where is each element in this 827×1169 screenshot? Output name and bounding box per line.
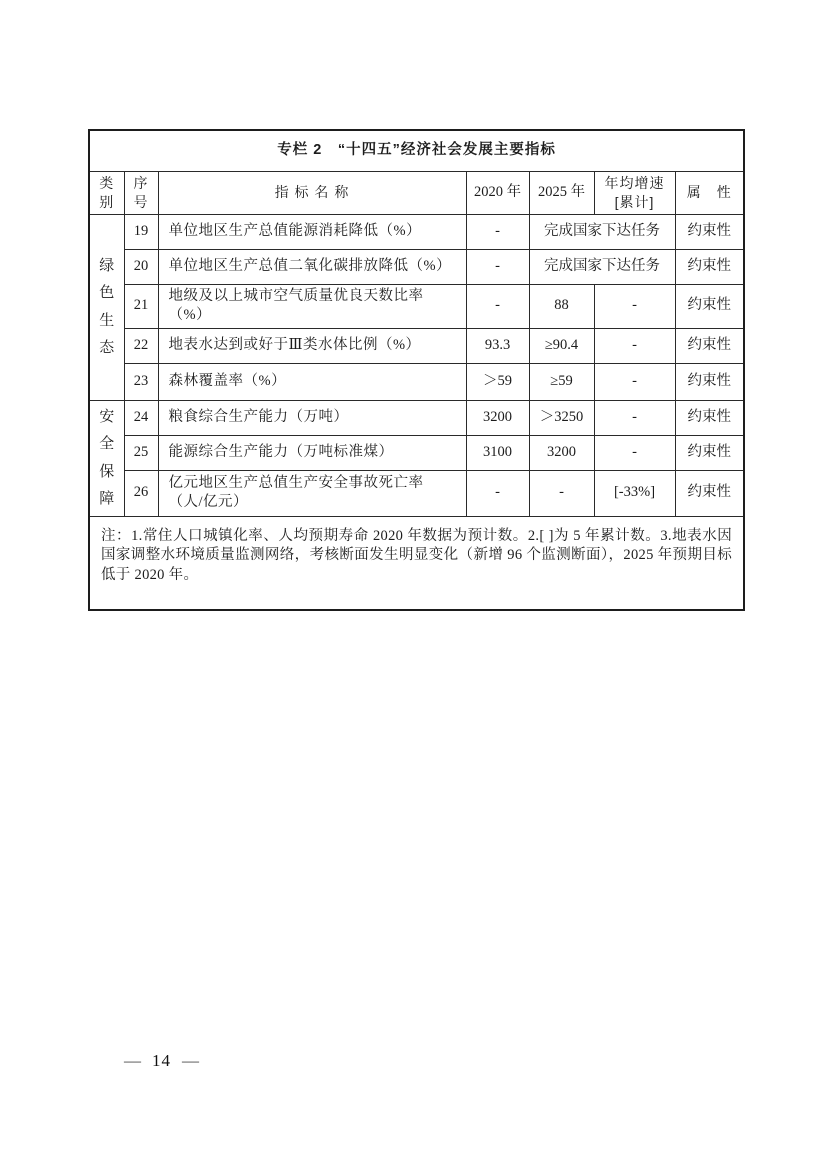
table-title: 专栏 2 “十四五”经济社会发展主要指标	[89, 130, 744, 171]
category-green-ecology-label: 绿 色 生 态	[99, 258, 115, 356]
table-row-25	[89, 435, 744, 470]
row-growth-value: -	[594, 284, 675, 328]
row-indicator: 森林覆盖率（%）	[158, 363, 466, 400]
category-green-ecology	[89, 214, 124, 400]
row-serial: 26	[124, 470, 158, 516]
table-row-26	[89, 470, 744, 516]
header-serial: 序号	[124, 171, 158, 214]
table-note-row	[89, 516, 744, 610]
table-row-21	[89, 284, 744, 328]
row-2020-value: -	[466, 214, 529, 249]
table-row-23	[89, 363, 744, 400]
row-2025-value: ＞3250	[529, 400, 594, 435]
header-growth	[594, 171, 675, 214]
row-serial: 24	[124, 400, 158, 435]
row-growth-value: -	[594, 328, 675, 363]
row-2020-value: 3200	[466, 400, 529, 435]
row-indicator: 粮食综合生产能力（万吨）	[158, 400, 466, 435]
table-title-row	[89, 130, 744, 171]
row-attribute: 约束性	[675, 249, 744, 284]
row-merged-value: 完成国家下达任务	[529, 214, 675, 249]
header-2020: 2020 年	[466, 171, 529, 214]
header-indicator: 指 标 名 称	[158, 171, 466, 214]
row-attribute: 约束性	[675, 328, 744, 363]
header-2025: 2025 年	[529, 171, 594, 214]
table-row-20	[89, 249, 744, 284]
row-indicator: 单位地区生产总值能源消耗降低（%）	[158, 214, 466, 249]
row-2020-value: 93.3	[466, 328, 529, 363]
row-growth-value: -	[594, 400, 675, 435]
row-indicator: 地级及以上城市空气质量优良天数比率（%）	[158, 284, 466, 328]
row-attribute: 约束性	[675, 363, 744, 400]
page-footer	[124, 1051, 199, 1071]
row-2020-value: -	[466, 249, 529, 284]
row-growth-value: -	[594, 435, 675, 470]
table-row-22	[89, 328, 744, 363]
row-2020-value: 3100	[466, 435, 529, 470]
table-row-24	[89, 400, 744, 435]
row-indicator: 地表水达到或好于Ⅲ类水体比例（%）	[158, 328, 466, 363]
table-note: 注：1.常住人口城镇化率、人均预期寿命 2020 年数据为预计数。2.[ ]为 5 年累计数。3.地表水因国家调整水环境质量监测网络，考核断面发生明显变化（新增 96 个监测断面），2025 年预期目标低于 2020 年。	[89, 516, 744, 610]
row-2025-value: -	[529, 470, 594, 516]
indicators-table	[88, 129, 745, 611]
row-attribute: 约束性	[675, 214, 744, 249]
table-header-row	[89, 171, 744, 214]
row-indicator: 单位地区生产总值二氧化碳排放降低（%）	[158, 249, 466, 284]
category-safety-guarantee-label: 安 全 保 障	[99, 409, 115, 507]
row-serial: 23	[124, 363, 158, 400]
row-growth-value: -	[594, 363, 675, 400]
footer-right-dash: —	[182, 1051, 199, 1070]
row-2025-value: ≥59	[529, 363, 594, 400]
row-growth-value: [-33%]	[594, 470, 675, 516]
row-attribute: 约束性	[675, 470, 744, 516]
row-attribute: 约束性	[675, 284, 744, 328]
row-2020-value: -	[466, 284, 529, 328]
header-growth-line1: 年均增速	[604, 175, 665, 192]
header-growth-line2: [累计]	[614, 193, 655, 210]
table-row-19	[89, 214, 744, 249]
row-2020-value: ＞59	[466, 363, 529, 400]
row-serial: 21	[124, 284, 158, 328]
row-attribute: 约束性	[675, 435, 744, 470]
row-attribute: 约束性	[675, 400, 744, 435]
row-2020-value: -	[466, 470, 529, 516]
header-category: 类别	[89, 171, 124, 214]
row-serial: 19	[124, 214, 158, 249]
row-indicator: 亿元地区生产总值生产安全事故死亡率（人/亿元）	[158, 470, 466, 516]
page-number: 14	[152, 1051, 171, 1070]
row-serial: 22	[124, 328, 158, 363]
header-attribute: 属 性	[675, 171, 744, 214]
row-2025-value: 3200	[529, 435, 594, 470]
row-serial: 25	[124, 435, 158, 470]
row-2025-value: 88	[529, 284, 594, 328]
category-safety-guarantee	[89, 400, 124, 516]
row-indicator: 能源综合生产能力（万吨标准煤）	[158, 435, 466, 470]
row-serial: 20	[124, 249, 158, 284]
footer-left-dash: —	[124, 1051, 141, 1070]
row-merged-value: 完成国家下达任务	[529, 249, 675, 284]
row-2025-value: ≥90.4	[529, 328, 594, 363]
